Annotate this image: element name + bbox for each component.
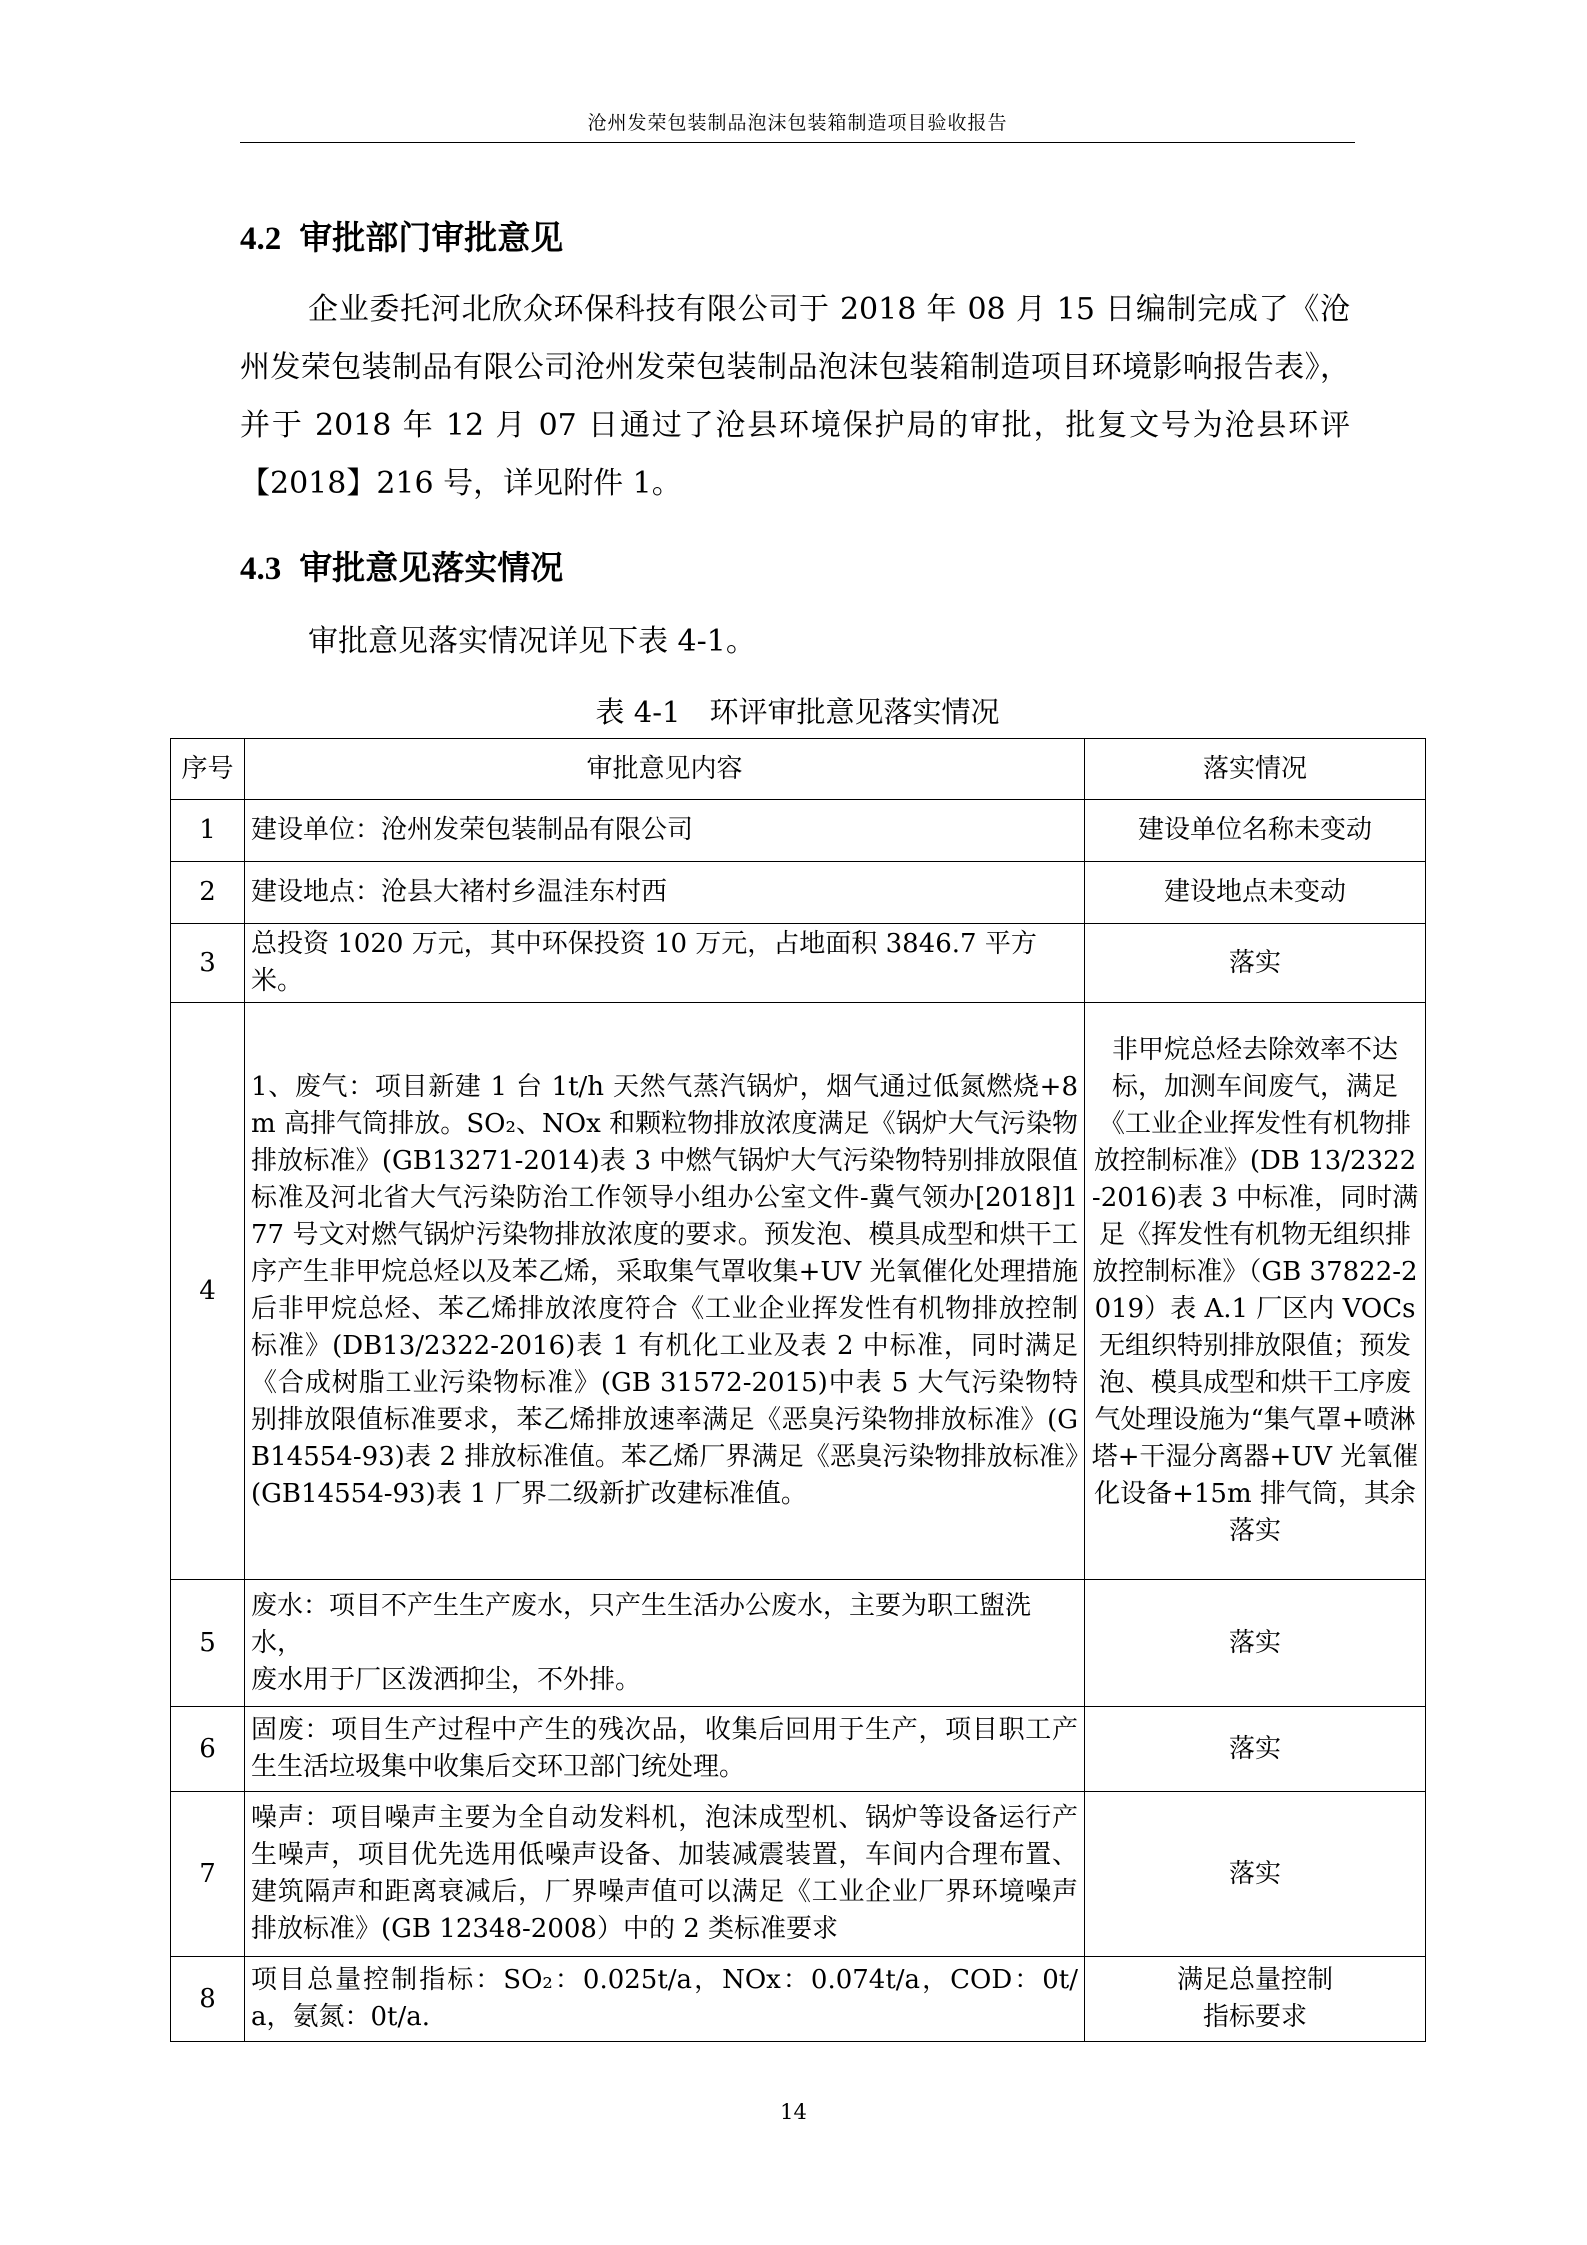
- row-content: [245, 1580, 1085, 1707]
- header-cell-content: 审批意见内容: [245, 739, 1085, 800]
- header-rule: [240, 142, 1355, 143]
- table-row: [171, 1003, 1426, 1580]
- row-no: 5: [171, 1580, 245, 1707]
- section-4-2-paragraph: 企业委托河北欣众环保科技有限公司于 2018 年 08 月 15 日编制完成了《沧州发荣包装制品有限公司沧州发荣包装制品泡沫包装箱制造项目环境影响报告表》，并于 2018 年 12 月 07 日通过了沧县环境保护局的审批，批复文号为沧县环评【2018】216 号，详见附件 1。: [240, 292, 1350, 501]
- table-row: [171, 1580, 1426, 1707]
- approval-implementation-table: [170, 738, 1426, 2042]
- table-row: [171, 924, 1426, 1003]
- row-content: 建设地点：沧县大褚村乡温洼东村西: [245, 862, 1085, 924]
- table-caption: 表 4-1 环评审批意见落实情况: [595, 695, 1000, 729]
- status-line: 满足总量控制: [1176, 1965, 1333, 1995]
- header-cell-no: 序号: [171, 739, 245, 800]
- content-line: 废水：项目不产生生产废水，只产生生活办公废水，主要为职工盥洗水，: [251, 1590, 1032, 1658]
- section-title: 审批部门审批意见: [299, 218, 564, 257]
- section-number: 4.3: [240, 551, 282, 587]
- status-line: 指标要求: [1202, 2002, 1307, 2032]
- content-line: 废水用于厂区泼洒抑尘，不外排。: [251, 1664, 642, 1695]
- row-content: 噪声：项目噪声主要为全自动发料机，泡沫成型机、锅炉等设备运行产生噪声，项目优先选用低噪声设备、加装减震装置，车间内合理布置、建筑隔声和距离衰减后，厂界噪声值可以满足《工业企业厂界环境噪声排放标准》(GB 12348-2008）中的 2 类标准要求: [245, 1792, 1085, 1957]
- row-content: 1、废气：项目新建 1 台 1t/h 天然气蒸汽锅炉，烟气通过低氮燃烧+8m 高排气筒排放。SO₂、NOx 和颗粒物排放浓度满足《锅炉大气污染物排放标准》(GB13271-2014)表 3 中燃气锅炉大气污染物特别排放限值标准及河北省大气污染防治工作领导小组办公室文件-冀气领办[2018]177 号文对燃气锅炉污染物排放浓度的要求。预发泡、模具成型和烘干工序产生非甲烷总烃以及苯乙烯，采取集气罩收集+UV 光氧催化处理措施后非甲烷总烃、苯乙烯排放浓度符合《工业企业挥发性有机物排放控制标准》(DB13/2322-2016)表 1 有机化工业及表 2 中标准，同时满足《合成树脂工业污染物标准》(GB 31572-2015)中表 5 大气污染物特别排放限值标准要求，苯乙烯排放速率满足《恶臭污染物排放标准》(GB14554-93)表 2 排放标准值。苯乙烯厂界满足《恶臭污染物排放标准》(GB14554-93)表 1 厂界二级新扩改建标准值。: [245, 1003, 1085, 1580]
- page-header: 沧州发荣包装制品泡沫包装箱制造项目验收报告: [587, 112, 1008, 134]
- row-no: 2: [171, 862, 245, 924]
- row-no: 8: [171, 1957, 245, 2042]
- page-number: 14: [780, 2100, 807, 2124]
- row-status: 落实: [1085, 1707, 1426, 1792]
- row-status: 建设地点未变动: [1085, 862, 1426, 924]
- section-heading-4-3: [240, 542, 563, 589]
- table-row: [171, 1707, 1426, 1792]
- row-status: 非甲烷总烃去除效率不达标，加测车间废气，满足《工业企业挥发性有机物排放控制标准》(DB 13/2322-2016)表 3 中标准，同时满足《挥发性有机物无组织排放控制标准》（GB 37822-2019）表 A.1 厂区内 VOCs 无组织特别排放限值；预发泡、模具成型和烘干工序废气处理设施为“集气罩+喷淋塔+干湿分离器+UV 光氧催化设备+15m 排气筒，其余落实: [1085, 1003, 1426, 1580]
- table-row: [171, 1957, 1426, 2042]
- section-title: 审批意见落实情况: [299, 548, 564, 587]
- row-status: 建设单位名称未变动: [1085, 800, 1426, 862]
- row-status: 落实: [1085, 1792, 1426, 1957]
- table-row: [171, 862, 1426, 924]
- row-status: [1085, 1957, 1426, 2042]
- row-content: 总投资 1020 万元，其中环保投资 10 万元，占地面积 3846.7 平方米。: [245, 924, 1085, 1003]
- header-cell-status: 落实情况: [1085, 739, 1426, 800]
- section-heading-4-2: [240, 212, 563, 259]
- row-status: 落实: [1085, 1580, 1426, 1707]
- row-content: 固废：项目生产过程中产生的残次品，收集后回用于生产，项目职工产生生活垃圾集中收集后交环卫部门统处理。: [245, 1707, 1085, 1792]
- row-status: 落实: [1085, 924, 1426, 1003]
- row-no: 7: [171, 1792, 245, 1957]
- row-no: 4: [171, 1003, 245, 1580]
- row-no: 3: [171, 924, 245, 1003]
- row-content: 项目总量控制指标：SO₂：0.025t/a，NOx：0.074t/a，COD：0t/a，氨氮：0t/a.: [245, 1957, 1085, 2042]
- section-4-3-paragraph: 审批意见落实情况详见下表 4-1。: [308, 624, 756, 659]
- row-content: 建设单位：沧州发荣包装制品有限公司: [245, 800, 1085, 862]
- section-number: 4.2: [240, 221, 282, 257]
- row-no: 1: [171, 800, 245, 862]
- row-no: 6: [171, 1707, 245, 1792]
- table-row: [171, 800, 1426, 862]
- table-header-row: [171, 739, 1426, 800]
- table-row: [171, 1792, 1426, 1957]
